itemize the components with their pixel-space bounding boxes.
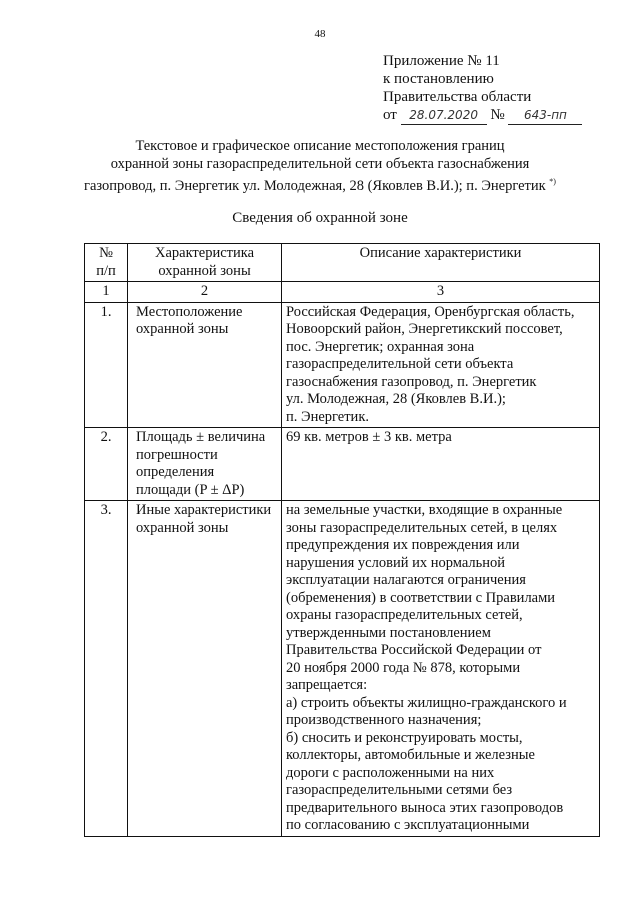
row-description xyxy=(282,501,600,837)
table-row xyxy=(85,501,600,837)
characteristic-line: охранной зоны xyxy=(136,321,229,337)
page-number: 48 xyxy=(314,28,326,40)
description-line: Правительства Российской Федерации от xyxy=(286,642,542,658)
description-line: п. Энергетик. xyxy=(286,408,369,425)
header-characteristic-line-2: охранной зоны xyxy=(158,262,251,279)
description-line: газораспределительными сетями без xyxy=(286,782,513,798)
header-number xyxy=(85,244,128,282)
table-body xyxy=(85,302,600,836)
appendix-block xyxy=(383,52,582,125)
description-line: утвержденными постановлением xyxy=(286,624,491,641)
number-value: 643-пп xyxy=(508,106,582,125)
header-description: Описание характеристики xyxy=(282,244,600,282)
section-subtitle: Сведения об охранной зоне xyxy=(232,210,408,226)
row-number: 3. xyxy=(85,501,128,837)
characteristic-line: площади (P ± ΔP) xyxy=(136,481,245,498)
description-line: 69 кв. метров ± 3 кв. метра xyxy=(286,429,452,445)
index-cell-1: 1 xyxy=(85,282,128,303)
row-number: 2. xyxy=(85,428,128,501)
table-row xyxy=(85,428,600,501)
title-line-1: Текстовое и графическое описание местоположения границ xyxy=(135,138,505,154)
appendix-line-3: Правительства области xyxy=(383,89,532,105)
row-characteristic xyxy=(128,501,282,837)
date-prefix: от xyxy=(383,107,397,123)
header-number-line-1: № xyxy=(99,245,113,261)
header-characteristic-line-1: Характеристика xyxy=(154,245,255,261)
description-line: ул. Молодежная, 28 (Яковлев В.И.); xyxy=(286,391,506,407)
description-line: на земельные участки, входящие в охранные xyxy=(286,502,563,518)
appendix-line-1: Приложение № 11 xyxy=(383,53,500,69)
title-line-3 xyxy=(0,173,640,195)
description-line: (обременения) в соответствии с Правилами xyxy=(286,589,556,606)
footnote-mark: *) xyxy=(549,177,556,186)
appendix-date-line xyxy=(383,106,582,125)
characteristic-line: Площадь ± величина xyxy=(136,429,266,445)
appendix-line-2: к постановлению xyxy=(383,71,494,87)
document-title xyxy=(0,137,640,195)
description-line: запрещается: xyxy=(286,677,368,693)
description-line: газораспределительной сети объекта xyxy=(286,356,514,372)
number-prefix: № xyxy=(490,107,505,123)
row-description xyxy=(282,428,600,501)
title-line-2: охранной зоны газораспределительной сети объекта газоснабжения xyxy=(110,156,530,172)
row-description xyxy=(282,302,600,428)
description-line: Российская Федерация, Оренбургская область, xyxy=(286,303,575,320)
date-value: 28.07.2020 xyxy=(401,106,487,125)
characteristic-line: Местоположение xyxy=(136,303,243,320)
description-line: предупреждения их повреждения или xyxy=(286,537,520,553)
description-line: предварительного выноса этих газопроводов xyxy=(286,799,564,816)
description-line: Новоорский район, Энергетикский поссовет, xyxy=(286,321,563,337)
description-line: производственного назначения; xyxy=(286,712,482,728)
description-line: коллекторы, автомобильные и железные xyxy=(286,747,535,763)
table-index-row xyxy=(85,282,600,303)
table-header-row xyxy=(85,244,600,282)
description-line: газоснабжения газопровод, п. Энергетик xyxy=(286,373,537,390)
description-line: эксплуатации налагаются ограничения xyxy=(286,572,526,588)
index-cell-2: 2 xyxy=(128,282,282,303)
index-cell-3: 3 xyxy=(282,282,600,303)
description-line: нарушения условий их нормальной xyxy=(286,554,506,571)
description-line: охраны газораспределительных сетей, xyxy=(286,607,523,623)
row-characteristic xyxy=(128,302,282,428)
characteristic-line: Иные характеристики xyxy=(136,502,272,518)
description-line: дороги с расположенными на них xyxy=(286,764,495,781)
description-line: зоны газораспределительных сетей, в целях xyxy=(286,519,558,536)
description-line: б) сносить и реконструировать мосты, xyxy=(286,729,523,746)
title-line-3-text: газопровод, п. Энергетик ул. Молодежная, 28 (Яковлев В.И.); п. Энергетик xyxy=(84,177,546,194)
row-number: 1. xyxy=(85,302,128,428)
description-line: 20 ноября 2000 года № 878, которыми xyxy=(286,659,521,676)
characteristic-line: погрешности xyxy=(136,446,218,463)
characteristic-line: охранной зоны xyxy=(136,519,229,536)
header-number-line-2: п/п xyxy=(96,262,116,279)
description-line: а) строить объекты жилищно-гражданского и xyxy=(286,694,567,711)
zone-info-table xyxy=(84,243,600,837)
characteristic-line: определения xyxy=(136,464,215,480)
description-line: по согласованию с эксплуатационными xyxy=(286,817,530,833)
header-characteristic xyxy=(128,244,282,282)
row-characteristic xyxy=(128,428,282,501)
description-line: пос. Энергетик; охранная зона xyxy=(286,338,475,355)
table-row xyxy=(85,302,600,428)
